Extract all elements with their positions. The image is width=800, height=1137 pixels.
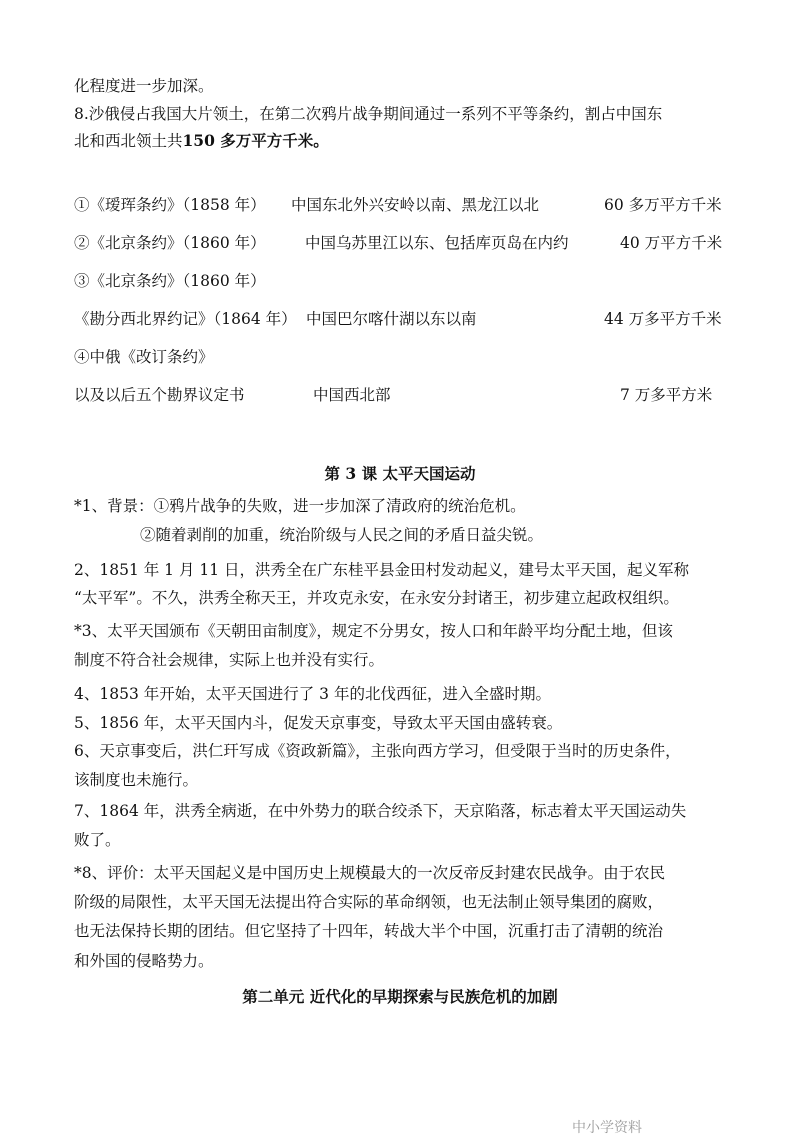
intro-line-1: 8.沙俄侵占我国大片领土，在第二次鸦片战争期间通过一系列不平等条约，割占中国东: [74, 105, 663, 123]
treaty-3-region: 中国巴尔喀什湖以东以南: [306, 310, 477, 328]
treaty-5-region: 中国西北部: [313, 386, 391, 404]
treaty-1-region: 中国乌苏里江以东、包括库页岛在内约: [305, 234, 569, 252]
unit2-title: 第二单元 近代化的早期探索与民族危机的加剧: [242, 987, 558, 1006]
lesson3-line: 也无法保持长期的团结。但它坚持了十四年，转战大半个中国，沉重打击了清朝的统治: [74, 922, 664, 940]
intro-line-2-bold: 150 多万平方千米。: [182, 131, 329, 150]
lesson3-line: 制度不符合社会规律，实际上也并没有实行。: [74, 651, 385, 669]
lesson3-line: *8、评价：太平天国起义是中国历史上规模最大的一次反帝反封建农民战争。由于农民: [74, 864, 666, 882]
lesson3-line: 4、1853 年开始，太平天国进行了 3 年的北伐西征，进入全盛时期。: [74, 685, 551, 703]
treaty-1-name: ②《北京条约》（1860 年）: [74, 234, 266, 252]
lesson3-line: 和外国的侵略势力。: [74, 952, 214, 970]
intro-line-2-text: 北和西北领土共: [74, 132, 183, 150]
lesson3-line: 5、1856 年，太平天国内斗，促发天京事变，导致太平天国由盛转衰。: [74, 714, 563, 732]
treaty-0-name: ①《瑷珲条约》（1858 年）: [74, 196, 266, 214]
treaty-1-area: 40 万平方千米: [620, 234, 723, 252]
lesson3-line: “太平军”。不久，洪秀全称天王，并攻克永安，在永安分封诸王，初步建立起政权组织。: [74, 589, 679, 607]
intro-line-2: [74, 130, 329, 152]
watermark: 中小学资料: [572, 1120, 642, 1136]
treaty-0-region: 中国东北外兴安岭以南、黑龙江以北: [291, 196, 540, 214]
lesson3-line: *1、背景：①鸦片战争的失败，进一步加深了清政府的统治危机。: [74, 497, 526, 515]
lesson3-title: 第 3 课 太平天国运动: [324, 464, 476, 483]
treaty-0-area: 60 多万平方千米: [604, 196, 722, 214]
lesson3-line: 6、天京事变后，洪仁玕写成《资政新篇》，主张向西方学习，但受限于当时的历史条件，: [74, 742, 681, 760]
lesson3-line: ②随着剥削的加重，统治阶级与人民之间的矛盾日益尖锐。: [140, 526, 544, 544]
lesson3-line: 败了。: [74, 831, 121, 849]
treaty-2-name: ③《北京条约》（1860 年）: [74, 272, 266, 290]
intro-line-0: 化程度进一步加深。: [74, 77, 214, 95]
treaty-4-name: ④中俄《改订条约》: [74, 348, 214, 366]
lesson3-line: *3、太平天国颁布《天朝田亩制度》，规定不分男女，按人口和年龄平均分配土地，但该: [74, 622, 673, 640]
lesson3-line: 2、1851 年 1 月 11 日，洪秀全在广东桂平县金田村发动起义，建号太平天国，起义军称: [74, 561, 690, 579]
lesson3-line: 阶级的局限性，太平天国无法提出符合实际的革命纲领，也无法制止领导集团的腐败，: [74, 893, 664, 911]
lesson3-line: 7、1864 年，洪秀全病逝，在中外势力的联合绞杀下，天京陷落，标志着太平天国运动失: [74, 802, 687, 820]
lesson3-line: 该制度也未施行。: [74, 771, 199, 789]
treaty-5-area: 7 万多平方米: [620, 386, 713, 404]
treaty-5-name: 以及以后五个勘界议定书: [74, 386, 245, 404]
treaty-3-area: 44 万多平方千米: [604, 310, 722, 328]
treaty-3-name: 《勘分西北界约记》（1864 年）: [74, 310, 297, 328]
